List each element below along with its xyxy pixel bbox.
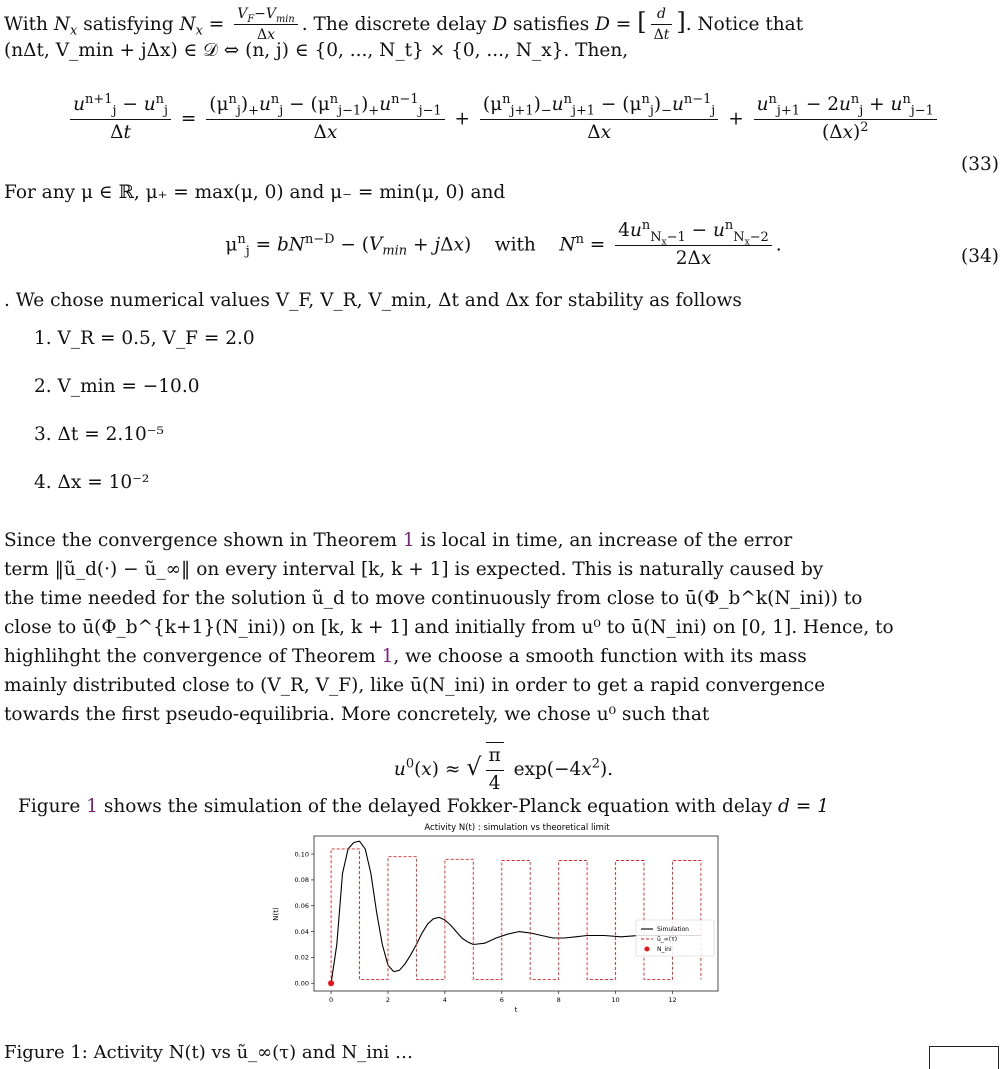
equation-initial-condition: $u^0(x)$ ≈ √ $\frac{\pi}{4}$ $\exp(-4x^2)$. — [0, 742, 1007, 798]
y-tick-label: 0.06 — [294, 902, 309, 911]
figure-ref-link[interactable]: 1 — [86, 796, 98, 817]
x-tick-label: 4 — [442, 996, 447, 1004]
paragraph-convergence-line: towards the first pseudo-equilibria. More concretely, we chose u⁰ such that — [4, 704, 710, 725]
list-item: 2. V_min = −10.0 — [34, 376, 200, 397]
paragraph-intro: With $N_x$ satisfying $N_x$ = $\frac{V_F-V_{min}}{\Delta x}$ . The discrete delay D satisfies D = [ $\frac{d}{\Delta t}$ ]. Notice that — [4, 6, 804, 44]
theorem-ref-link[interactable]: 1 — [402, 530, 415, 551]
paragraph-figure-ref: Figure 1 shows the simulation of the delayed Fokker-Planck equation with delay d = 1 — [18, 796, 829, 817]
x-tick-label: 12 — [668, 996, 677, 1004]
legend-label: ũ_∞(τ) — [657, 936, 678, 944]
paragraph-convergence-line: term ‖ũ_d(·) − ũ_∞‖ on every interval [k, k + 1] is expected. This is naturally caused by — [4, 559, 824, 580]
activity-chart — [262, 818, 746, 1016]
legend-label: N_ini — [657, 946, 672, 954]
x-axis-label: t — [514, 1006, 518, 1014]
y-tick-label: 0.02 — [294, 953, 309, 962]
list-item: 3. Δt = 2.10⁻⁵ — [34, 424, 164, 445]
limit-series-line — [331, 849, 701, 983]
chart-lines — [328, 841, 701, 986]
paragraph-convergence-line: close to ū(Φ_b^{k+1}(N_ini)) on [k, k + 1] and initially from u⁰ to ū(N_ini) on [0, 1]. Hence, to — [4, 617, 894, 638]
y-tick-label: 0.08 — [294, 876, 309, 885]
figure-caption-fragment: Figure 1: Activity N(t) vs ũ_∞(τ) and N_ini … — [4, 1042, 414, 1063]
paragraph-convergence-line: highlihght the convergence of Theorem 1, we choose a smooth function with its mass — [4, 646, 807, 667]
theorem-ref-link[interactable]: 1 — [381, 646, 394, 667]
paragraph-mu-def: For any μ ∈ ℝ, μ₊ = max(μ, 0) and μ₋ = min(μ, 0) and — [4, 182, 506, 203]
x-tick-label: 0 — [329, 996, 334, 1004]
paragraph-intro-line2: (nΔt, V_min + jΔx) ∈ 𝒟 ⇔ (n, j) ∈ {0, ..., N_t} × {0, ..., N_x}. Then, — [4, 40, 629, 61]
paragraph-convergence: Since the convergence shown in Theorem 1 is local in time, an increase of the error — [4, 530, 793, 551]
x-tick-label: 10 — [611, 996, 620, 1004]
list-item: 1. V_R = 0.5, V_F = 2.0 — [34, 328, 255, 349]
y-tick-label: 0.04 — [294, 927, 309, 936]
paragraph-convergence-line: the time needed for the solution ũ_d to move continuously from close to ū(Φ_b^k(N_ini)) to — [4, 588, 863, 609]
equation-34: $\mu^n_j = bN^{n-D} - (V_{min} + j\Delta x)$ with $N^n$ = $\frac{4u^n_{N_x-1} - u^n_{N_x-2}}{2\Delta x}$ . — [225, 217, 782, 269]
plot-frame — [314, 836, 718, 991]
y-tick-label: 0.00 — [294, 979, 309, 988]
list-item: 4. Δx = 10⁻² — [34, 472, 150, 493]
chart-axes — [295, 850, 677, 1004]
y-axis-label: N(t) — [272, 907, 280, 921]
chart-legend — [636, 920, 714, 956]
chart-title: Activity N(t) : simulation vs theoretical limit — [424, 823, 610, 833]
simulation-series-line — [331, 841, 701, 983]
legend-label: Simulation — [657, 926, 689, 934]
equation-number-33: (33) — [961, 154, 999, 175]
equation-number-34: (34) — [961, 246, 999, 267]
x-tick-label: 6 — [499, 996, 504, 1004]
y-tick-label: 0.10 — [294, 850, 309, 859]
paragraph-numerical-values: . We chose numerical values V_F, V_R, V_min, Δt and Δx for stability as follows — [4, 290, 742, 311]
x-tick-label: 8 — [556, 996, 561, 1004]
equation-33: $\frac{u^{n+1}_j - u^n_j}{\Delta t}$ = $\frac{(\mu^n_j)_+u^n_j - (\mu^n_{j-1})_+u^{n-1}_{j-1}}{\Delta x}$ + $\frac{(\mu^n_{j+1})_-u^n_{j+1} - (\mu^n_j)_-u^{n-1}_j}{\Delta x}$ + $\frac{u^n_{j+1} - 2u^n_j + u^n_{j-1}}{(\Delta x)^2}$ — [0, 92, 1007, 147]
legend-swatch — [645, 947, 650, 952]
x-tick-label: 2 — [385, 996, 391, 1004]
paragraph-convergence-line: mainly distributed close to (V_R, V_F), like ū(N_ini) in order to get a rapid convergence — [4, 675, 826, 696]
n-ini-point — [328, 980, 334, 986]
